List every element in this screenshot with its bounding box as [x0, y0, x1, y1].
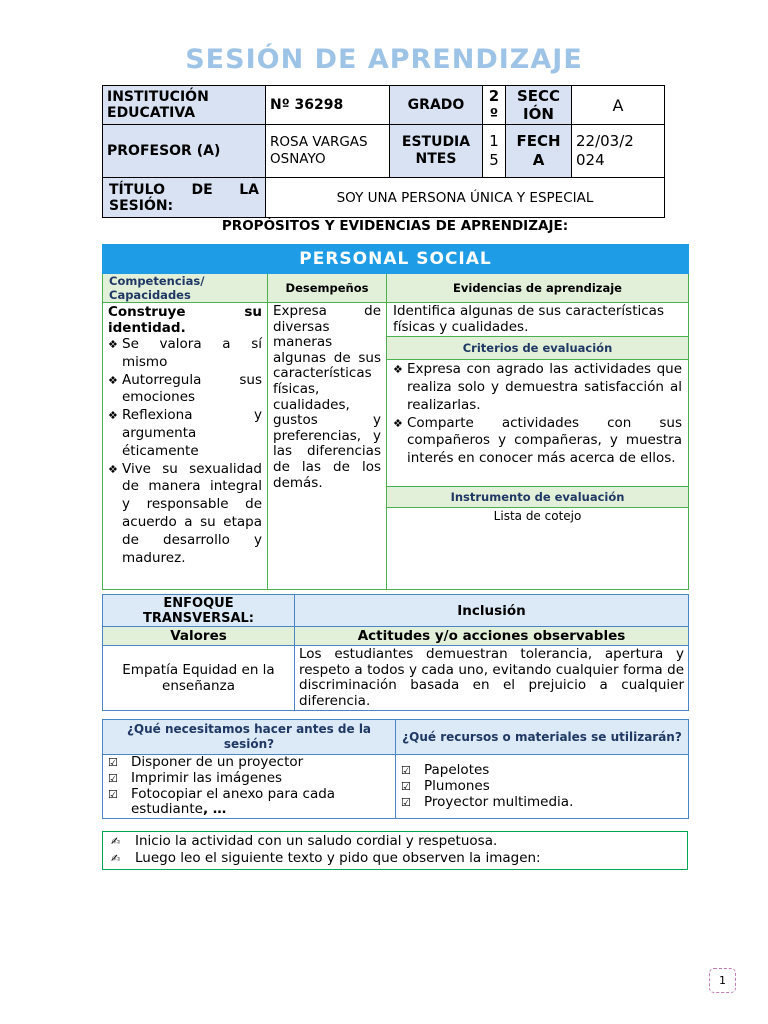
- actitudes-label: Actitudes y/o acciones observables: [295, 627, 689, 646]
- antes-suffix: , …: [202, 801, 227, 818]
- criterios-label: Criterios de evaluación: [387, 337, 689, 360]
- competencias-cell: [103, 303, 268, 590]
- grado-value: 2 º: [483, 86, 506, 125]
- diamond-bullet-icon: ❖: [108, 409, 118, 423]
- fecha-label: FECH A: [506, 125, 572, 178]
- section-subtitle: PROPÓSITOS Y EVIDENCIAS DE APRENDIZAJE:: [221, 218, 569, 234]
- enfoque-value: Inclusión: [295, 595, 689, 627]
- criterio-item-text: Comparte actividades con sus compañeros y compañeras, y muestra interés en conocer más acerca de ellos.: [407, 414, 683, 467]
- checkbox-icon: ☑: [401, 764, 411, 777]
- antes-item-text: Imprimir las imágenes: [131, 769, 283, 786]
- institucion-label: INSTITUCIÓN EDUCATIVA: [103, 86, 266, 125]
- capacidad-item: [108, 372, 262, 408]
- materiales-label: ¿Qué recursos o materiales se utilizarán?: [396, 720, 689, 755]
- material-item-text: Plumones: [424, 777, 490, 794]
- profesor-value: ROSA VARGAS OSNAYO: [266, 125, 390, 178]
- capacidad-item-text: Se valora a sí mismo: [122, 336, 262, 370]
- diamond-bullet-icon: ❖: [108, 338, 118, 351]
- actividades-box: [102, 831, 688, 870]
- profesor-label: PROFESOR (A): [103, 125, 266, 178]
- antes-item-text: Fotocopiar el anexo para cada estudiante: [131, 785, 336, 818]
- col-desempenos: Desempeños: [268, 274, 387, 303]
- antes-item: [106, 771, 392, 787]
- antes-cell: [103, 755, 396, 819]
- checkbox-icon: ☑: [401, 779, 411, 793]
- titulo-label: TÍTULO DE LA SESIÓN:: [103, 178, 266, 218]
- valores-text: Empatía Equidad en la enseñanza: [103, 646, 295, 711]
- antes-label: ¿Qué necesitamos hacer antes de la sesión?: [103, 720, 396, 755]
- actividad-text: Inicio la actividad con un saludo cordial y respetuosa.: [135, 833, 498, 849]
- seccion-label: SECC IÓN: [506, 86, 572, 125]
- material-item: [399, 779, 685, 795]
- writing-hand-icon: ✍: [111, 835, 121, 848]
- antes-item-text: Disponer de un proyector: [131, 754, 304, 770]
- capacidad-item-text: Autorregula sus emociones: [122, 371, 262, 406]
- criterio-item: [393, 415, 682, 468]
- criterio-item-text: Expresa con agrado las actividades que realiza solo y demuestra satisfacción al realizarlas.: [407, 361, 683, 413]
- capacidades-list: [108, 336, 262, 567]
- criterio-item: [393, 361, 682, 414]
- materiales-list: [399, 763, 685, 810]
- capacidad-item: [108, 461, 262, 568]
- checkbox-icon: ☑: [108, 756, 118, 769]
- estudiantes-label: ESTUDIA NTES: [390, 125, 483, 178]
- instrumento-label: Instrumento de evaluación: [387, 487, 689, 508]
- checkbox-icon: ☑: [108, 787, 118, 801]
- desempeno-cell: [268, 303, 387, 590]
- instrumento-value: Lista de cotejo: [387, 508, 689, 590]
- competencia-title: Construye su identidad.: [108, 304, 262, 336]
- evidencia-cell: [387, 303, 689, 337]
- recursos-table: [102, 719, 689, 819]
- personal-social-table: [102, 244, 689, 590]
- diamond-bullet-icon: ❖: [393, 363, 403, 377]
- fecha-value: 22/03/2 024: [572, 125, 665, 178]
- actividad-item: [109, 833, 681, 850]
- personal-social-banner: PERSONAL SOCIAL: [103, 245, 689, 274]
- desempeno-text: Expresa de diversas maneras algunas de sus características físicas, cualidades, gustos y preferencias, y las diferencias de las de los demás.: [273, 303, 381, 491]
- antes-list: [106, 755, 392, 818]
- header-table: [102, 85, 665, 218]
- enfoque-table: [102, 594, 689, 711]
- checkbox-icon: ☑: [401, 795, 411, 809]
- criterios-list: [393, 361, 682, 468]
- col-evidencias: Evidencias de aprendizaje: [387, 274, 689, 303]
- estudiantes-value: 1 5: [483, 125, 506, 178]
- diamond-bullet-icon: ❖: [108, 462, 118, 476]
- antes-item: [106, 755, 392, 771]
- material-item: [399, 763, 685, 779]
- material-item-text: Proyector multimedia.: [424, 793, 574, 810]
- actividad-text: Luego leo el siguiente texto y pido que observen la imagen:: [135, 850, 541, 866]
- page-title: SESIÓN DE APRENDIZAJE: [185, 44, 583, 75]
- diamond-bullet-icon: ❖: [393, 416, 403, 430]
- institucion-value: Nº 36298: [266, 86, 390, 125]
- capacidad-item-text: Vive su sexualidad de manera integral y responsable de acuerdo a su etapa de desarrollo y madurez.: [122, 460, 262, 566]
- diamond-bullet-icon: ❖: [108, 373, 118, 387]
- material-item: [399, 795, 685, 811]
- antes-item: [106, 787, 392, 819]
- col-competencias: Competencias/ Capacidades: [103, 274, 268, 303]
- evidencia-text: Identifica algunas de sus características físicas y cualidades.: [393, 303, 664, 335]
- checkbox-icon: ☑: [108, 771, 118, 785]
- enfoque-label: ENFOQUE TRANSVERSAL:: [103, 595, 295, 627]
- capacidad-item: [108, 336, 262, 372]
- materiales-cell: [396, 755, 689, 819]
- capacidad-item-text: Reflexiona y argumenta éticamente: [122, 407, 262, 459]
- grado-label: GRADO: [390, 86, 483, 125]
- actitudes-text: Los estudiantes demuestran tolerancia, apertura y respeto a todos y cada uno, evitando cualquier forma de discriminación basada en el prejuicio a cualquier diferencia.: [295, 646, 689, 711]
- capacidad-item: [108, 407, 262, 460]
- page-number: 1: [709, 968, 736, 993]
- writing-hand-icon: ✍: [111, 852, 121, 865]
- titulo-value: SOY UNA PERSONA ÚNICA Y ESPECIAL: [266, 178, 665, 218]
- seccion-value: A: [572, 86, 665, 125]
- actividad-item: [109, 850, 681, 867]
- material-item-text: Papelotes: [424, 762, 490, 778]
- criterios-cell: [387, 360, 689, 487]
- valores-label: Valores: [103, 627, 295, 646]
